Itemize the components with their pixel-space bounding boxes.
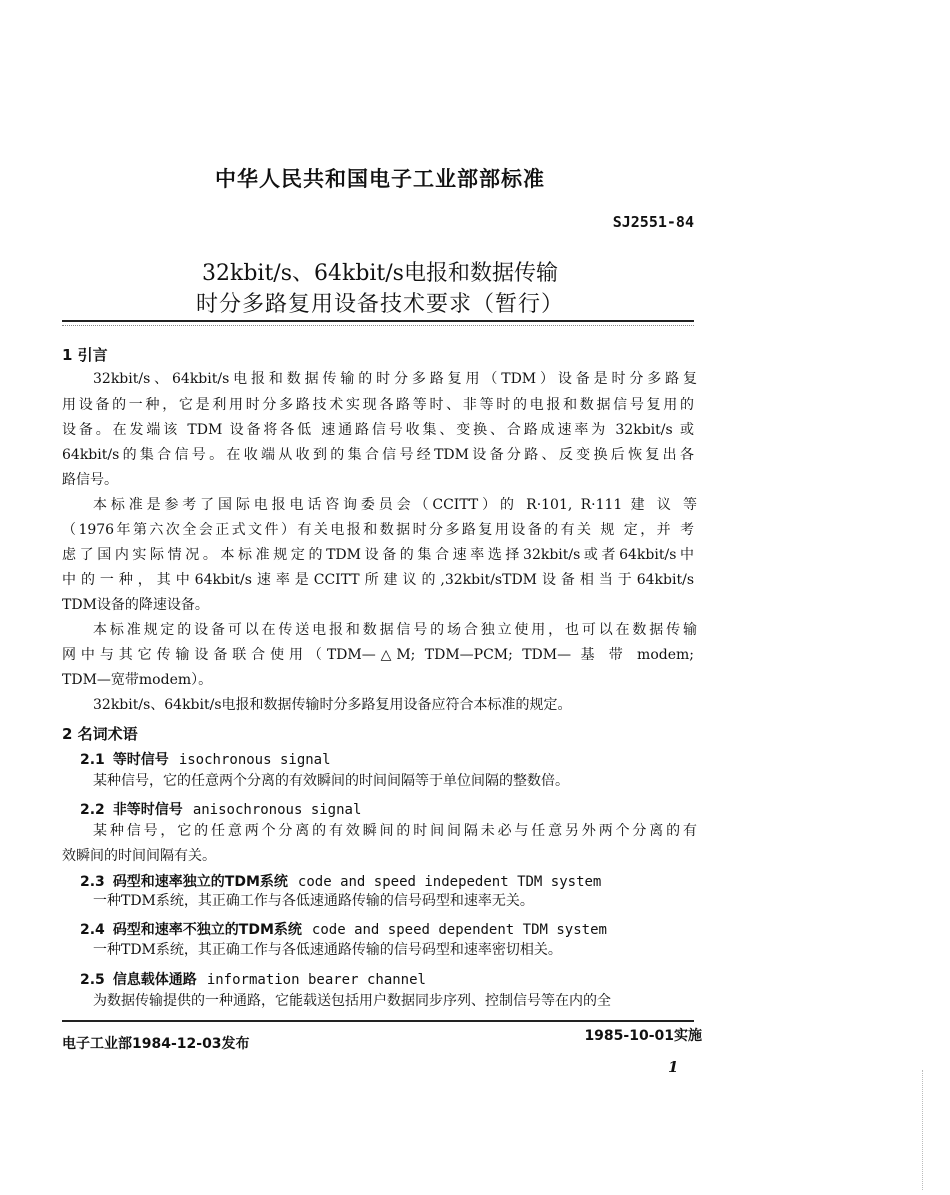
effective-date: 1985-10-01实施 bbox=[584, 1028, 702, 1044]
paragraph-1-line: 设备。在发端该 TDM 设备将各低 速通路信号收集、变换、合路成速率为 32kbit/s 或 bbox=[62, 422, 694, 438]
paragraph-2-line: 本标准是参考了国际电报电话咨询委员会（CCITT）的 R·101, R·111 建 议 等 bbox=[93, 497, 697, 513]
paragraph-4: 32kbit/s、64kbit/s电报和数据传输时分多路复用设备应符合本标准的规定。 bbox=[93, 697, 572, 713]
term-definition: 某种信号，它的任意两个分离的有效瞬间的时间间隔等于单位间隔的整数倍。 bbox=[93, 773, 569, 789]
term-number: 2.3 bbox=[80, 874, 105, 890]
section-1-heading: 1 引言 bbox=[62, 346, 108, 364]
term-2-1 bbox=[80, 749, 331, 769]
page-number: 1 bbox=[668, 1058, 679, 1076]
paragraph-1-line: 用设备的一种，它是利用时分多路技术实现各路等时、非等时的电报和数据信号复用的 bbox=[62, 397, 694, 413]
term-definition: 某种信号，它的任意两个分离的有效瞬间的时间间隔未必与任意另外两个分离的有 bbox=[93, 823, 697, 839]
term-definition: 一种TDM系统，其正确工作与各低速通路传输的信号码型和速率密切相关。 bbox=[93, 942, 562, 958]
paragraph-3-line: 本标准规定的设备可以在传送电报和数据信号的场合独立使用，也可以在数据传输 bbox=[93, 622, 697, 638]
term-english: anisochronous signal bbox=[192, 802, 362, 818]
scan-edge-mark bbox=[922, 1070, 923, 1190]
paragraph-2-line: TDM设备的降速设备。 bbox=[62, 597, 209, 613]
term-definition: 为数据传输提供的一种通路，它能载送包括用户数据同步序列、控制信号等在内的全 bbox=[93, 993, 611, 1009]
standard-code: SJ2551-84 bbox=[612, 213, 694, 231]
term-2-2 bbox=[80, 799, 361, 819]
paragraph-1-line: 32kbit/s、64kbit/s电报和数据传输的时分多路复用（TDM）设备是时分多路复 bbox=[93, 371, 697, 387]
footer-rule bbox=[62, 1020, 694, 1022]
term-2-5 bbox=[80, 969, 426, 989]
issue-date: 电子工业部1984-12-03发布 bbox=[62, 1036, 250, 1052]
paragraph-3-line: TDM—宽带modem）。 bbox=[62, 672, 213, 688]
section-2-heading: 2 名词术语 bbox=[62, 725, 138, 743]
document-title-line-2: 时分多路复用设备技术要求（暂行） bbox=[195, 292, 564, 317]
term-definition: 一种TDM系统，其正确工作与各低速通路传输的信号码型和速率无关。 bbox=[93, 893, 534, 909]
term-english: code and speed dependent TDM system bbox=[311, 922, 607, 938]
term-number: 2.1 bbox=[80, 752, 105, 768]
term-2-4 bbox=[80, 919, 607, 939]
paragraph-1-line: 64kbit/s的集合信号。在收端从收到的集合信号经TDM设备分路、反变换后恢复出各 bbox=[62, 447, 694, 463]
term-definition: 效瞬间的时间间隔有关。 bbox=[62, 848, 216, 864]
title-rule bbox=[62, 320, 694, 322]
term-2-3 bbox=[80, 871, 601, 891]
term-chinese: 码型和速率独立的TDM系统 bbox=[112, 874, 288, 890]
document-title-line-1: 32kbit/s、64kbit/s电报和数据传输 bbox=[202, 261, 558, 286]
term-number: 2.5 bbox=[80, 972, 105, 988]
paragraph-3-line: 网中与其它传输设备联合使用（TDM—△M; TDM—PCM; TDM— 基 带 modem; bbox=[62, 647, 694, 663]
term-english: code and speed indepedent TDM system bbox=[297, 874, 602, 890]
term-english: isochronous signal bbox=[178, 752, 331, 768]
paragraph-1-line: 路信号。 bbox=[62, 472, 118, 488]
term-chinese: 非等时信号 bbox=[112, 802, 183, 818]
issuing-authority: 中华人民共和国电子工业部部标准 bbox=[215, 167, 545, 191]
term-chinese: 等时信号 bbox=[112, 752, 169, 768]
term-number: 2.2 bbox=[80, 802, 105, 818]
term-chinese: 码型和速率不独立的TDM系统 bbox=[112, 922, 302, 938]
paragraph-2-line: 中的一种，其中64kbit/s速率是CCITT所建议的,32kbit/sTDM设备相当于64kbit/s bbox=[62, 572, 694, 588]
term-number: 2.4 bbox=[80, 922, 105, 938]
title-rule-dotted bbox=[62, 325, 694, 326]
term-english: information bearer channel bbox=[206, 972, 426, 988]
paragraph-2-line: 虑了国内实际情况。本标准规定的TDM设备的集合速率选择32kbit/s或者64kbit/s中 bbox=[62, 547, 694, 563]
paragraph-2-line: （1976年第六次全会正式文件）有关电报和数据时分多路复用设备的有关 规 定，并 考 bbox=[62, 522, 694, 538]
term-chinese: 信息载体通路 bbox=[112, 972, 197, 988]
